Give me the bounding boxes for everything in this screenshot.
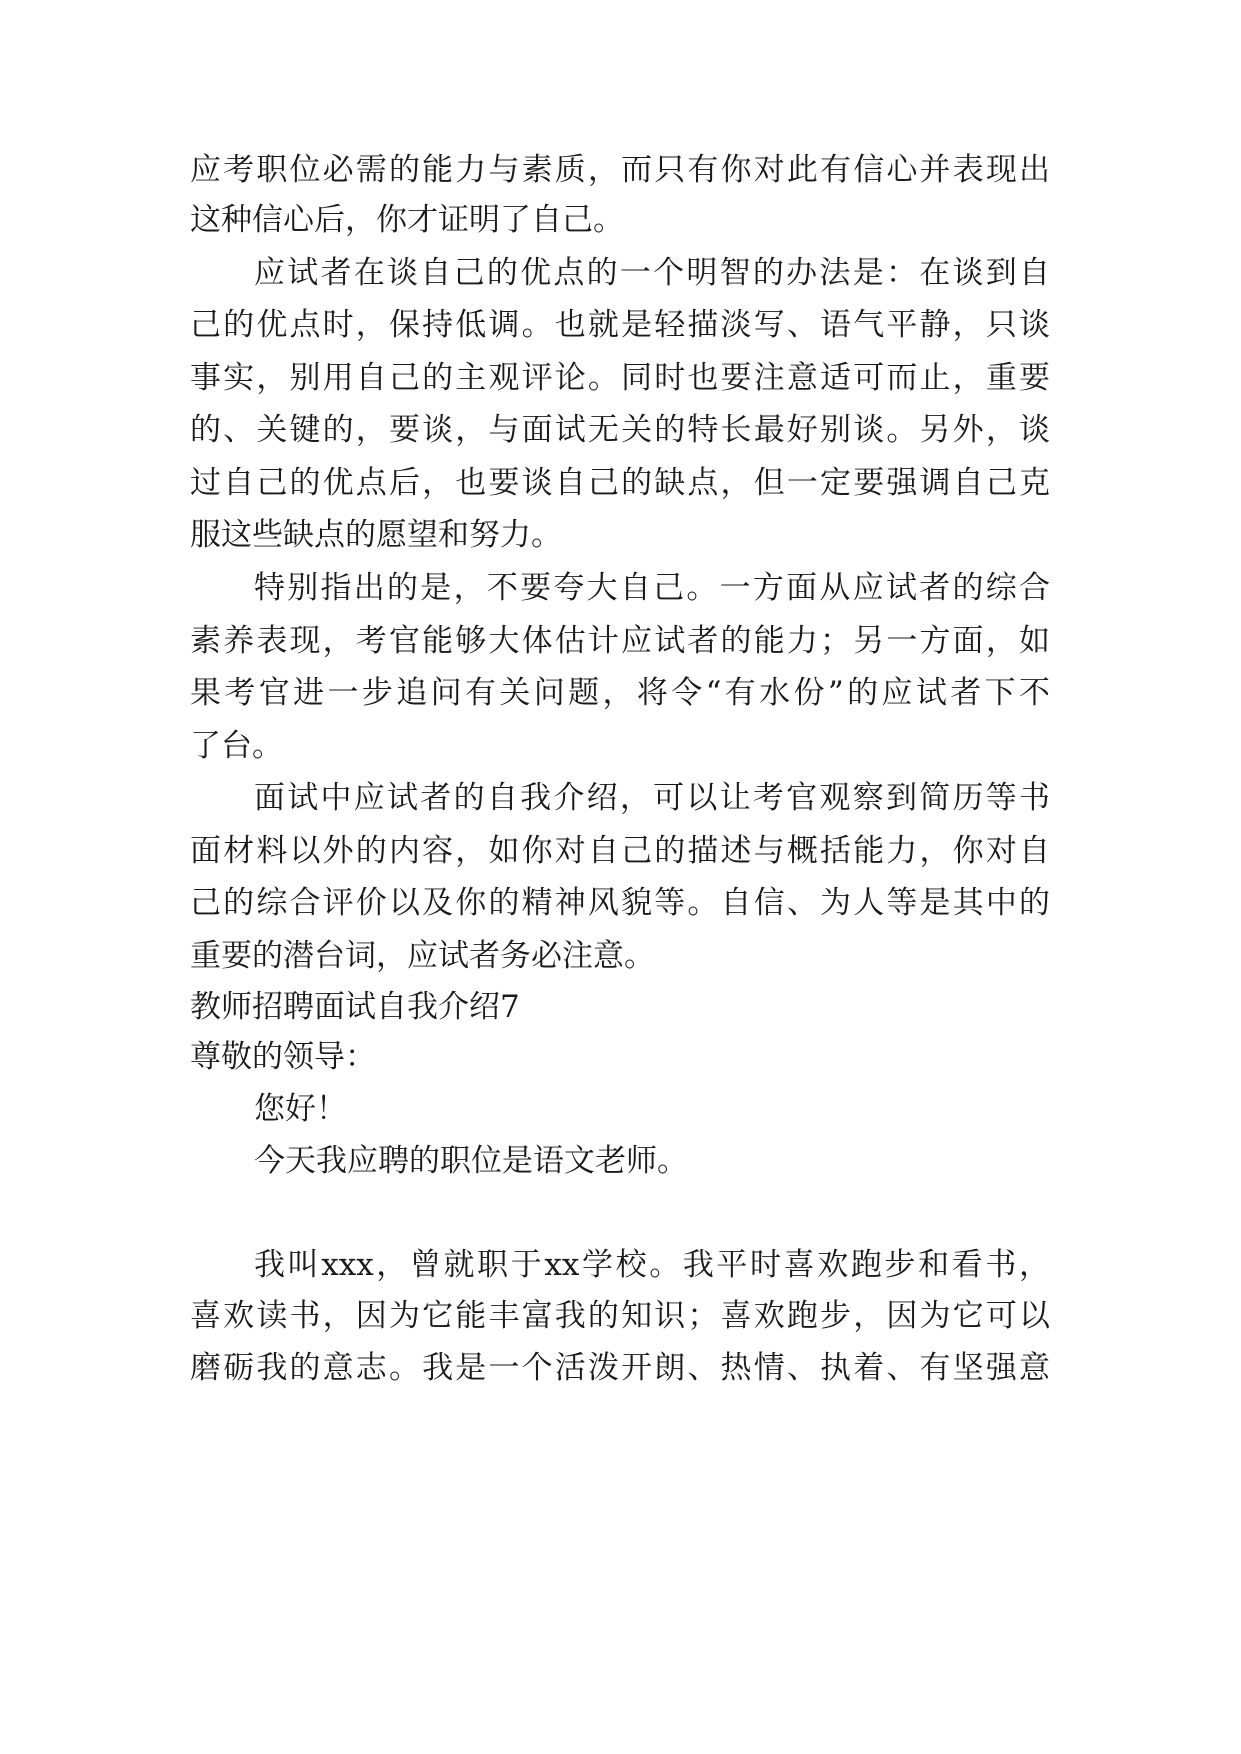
paragraph-line: 重要的潜台词，应试者务必注意。 xyxy=(190,938,655,974)
paragraph-line: 今天我应聘的职位是语文老师。 xyxy=(254,1143,688,1179)
paragraph-line: 果考官进一步追问有关问题，将令“有水份”的应试者下不 xyxy=(190,675,1050,711)
paragraph-line: 服这些缺点的愿望和努力。 xyxy=(190,517,562,553)
paragraph-line: 了台。 xyxy=(190,728,283,764)
paragraph-line: 己的优点时，保持低调。也就是轻描淡写、语气平静，只谈 xyxy=(190,307,1050,343)
paragraph-line: 应试者在谈自己的优点的一个明智的办法是：在谈到自 xyxy=(254,255,1050,291)
paragraph-line: 喜欢读书，因为它能丰富我的知识；喜欢跑步，因为它可以 xyxy=(190,1298,1050,1334)
paragraph-line: 这种信心后，你才证明了自己。 xyxy=(190,202,624,238)
paragraph-line: 我叫xxx，曾就职于xx学校。我平时喜欢跑步和看书， xyxy=(254,1247,1050,1283)
paragraph-line: 磨砺我的意志。我是一个活泼开朗、热情、执着、有坚强意 xyxy=(190,1350,1050,1386)
paragraph-line: 面材料以外的内容，如你对自己的描述与概括能力，你对自 xyxy=(190,833,1050,869)
paragraph-line: 特别指出的是，不要夸大自己。一方面从应试者的综合 xyxy=(254,570,1050,606)
section-heading: 教师招聘面试自我介绍7 xyxy=(190,989,520,1025)
paragraph-line: 己的综合评价以及你的精神风貌等。自信、为人等是其中的 xyxy=(190,885,1050,921)
paragraph-line: 素养表现，考官能够大体估计应试者的能力；另一方面，如 xyxy=(190,623,1050,659)
salutation: 尊敬的领导： xyxy=(190,1039,376,1075)
paragraph-line: 事实，别用自己的主观评论。同时也要注意适可而止，重要 xyxy=(190,360,1050,396)
paragraph-line: 应考职位必需的能力与素质，而只有你对此有信心并表现出 xyxy=(190,152,1050,188)
paragraph-line: 面试中应试者的自我介绍，可以让考官观察到简历等书 xyxy=(254,780,1050,816)
paragraph-line: 过自己的优点后，也要谈自己的缺点，但一定要强调自己克 xyxy=(190,465,1050,501)
greeting: 您好！ xyxy=(254,1091,347,1127)
paragraph-line: 的、关键的，要谈，与面试无关的特长最好别谈。另外，谈 xyxy=(190,412,1050,448)
